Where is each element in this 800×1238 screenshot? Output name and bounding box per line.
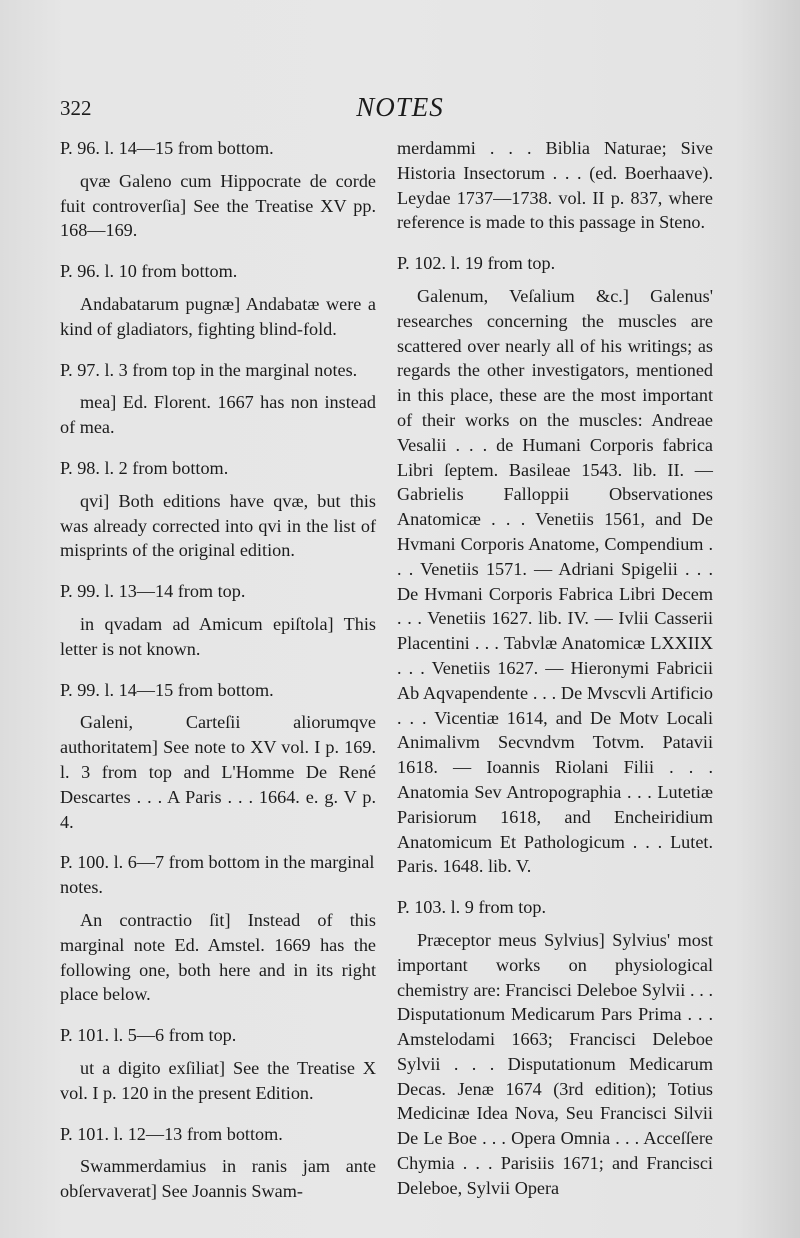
note-reference: P. 97. l. 3 from top in the marginal notes.	[60, 359, 358, 380]
note-entry	[60, 1023, 376, 1105]
note-text: qvi] Both editions have qvæ, but this was already corrected into qvi in the list of misprints of the original edition.	[60, 490, 376, 561]
note-reference: P. 100. l. 6—7 from bottom in the marginal notes.	[60, 852, 375, 898]
note-entry	[60, 850, 376, 1007]
note-reference: P. 101. l. 5—6 from top.	[60, 1025, 237, 1046]
note-text: Swammerdamius in ranis jam ante obſervaverat] See Joannis Swam-	[60, 1156, 376, 1202]
note-text: An contractio ſit] Instead of this marginal note Ed. Amstel. 1669 has the following one, both here and in its right place below.	[60, 909, 376, 1005]
note-reference: P. 98. l. 2 from bottom.	[60, 457, 229, 478]
note-reference: P. 96. l. 14—15 from bottom.	[60, 138, 274, 158]
note-entry	[60, 259, 376, 341]
note-entry	[60, 136, 376, 243]
note-entry	[60, 678, 376, 835]
note-entry	[60, 358, 376, 440]
note-entry	[397, 251, 713, 879]
note-reference: P. 96. l. 10 from bottom.	[60, 261, 238, 282]
note-text: merdammi . . . Biblia Naturae; Sive Historia Insectorum . . . (ed. Boerhaave). Leydae 1737—1738. vol. II p. 837, where reference is made to this passage in Steno.	[397, 138, 713, 233]
note-reference: P. 103. l. 9 from top.	[397, 897, 547, 918]
note-reference: P. 99. l. 14—15 from bottom.	[60, 679, 274, 700]
note-text: qvæ Galeno cum Hippocrate de corde fuit controverſia] See the Treatise XV pp. 168—169.	[60, 170, 376, 241]
note-reference: P. 99. l. 13—14 from top.	[60, 581, 246, 602]
note-entry	[60, 579, 376, 661]
note-text: mea] Ed. Florent. 1667 has non instead of mea.	[60, 392, 376, 438]
page-number: 322	[60, 96, 92, 120]
note-entry	[60, 1122, 376, 1204]
right-column	[397, 136, 713, 1217]
note-entry-continued	[397, 136, 713, 235]
note-text: Galeni, Carteſii aliorumqve authoritatem] See note to XV vol. I p. 169. l. 3 from top and L'Homme De René Descartes . . . A Paris . . . 1664. e. g. V p. 4.	[60, 712, 376, 832]
note-text: ut a digito exſiliat] See the Treatise X vol. I p. 120 in the present Edition.	[60, 1057, 376, 1103]
note-text: Præceptor meus Sylvius] Sylvius' most important works on physiological chemistry are: Francisci Deleboe Sylvii . . . Disputationum Medicarum Pars Prima . . . Amstelodami 1663; Francisci Deleboe Sylvii . . . Disputationum Medicarum Decas. Jenæ 1674 (3rd edition); Totius Medicinæ Idea Nova, Seu Francisci Silvii De Le Boe . . . Opera Omnia . . . Acceſſere Chymia . . . Parisiis 1671; and Francisci Deleboe, Sylvii Opera	[397, 929, 713, 1198]
note-text: Andabatarum pugnæ] Andabatæ were a kind of gladiators, fighting blind-fold.	[60, 293, 376, 339]
note-text: Galenum, Veſalium &c.] Galenus' researches concerning the muscles are scattered over nearly all of his writings; as regards the other investigators, mentioned in this place, these are the most important of their works on the muscles: Andreae Vesalii . . . de Humani Corporis fabrica Libri ſeptem. Basileae 1543. lib. II. — Gabrielis Falloppii Observationes Anatomicæ . . . Venetiis 1561, and De Hvmani Corporis Anatome, Compendium . . . Venetiis 1571. — Adriani Spigelii . . . De Hvmani Corporis Fabrica Libri Decem . . . Venetiis 1627. lib. IV. — Ivlii Casserii Placentini . . . Tabvlæ Anatomicæ LXXIIX . . . Venetiis 1627. — Hieronymi Fabricii Ab Aqvapendente . . . De Mvscvli Artificio . . . Vicentiæ 1614, and De Motv Locali Animalivm Secvndvm Totvm. Patavii 1618. — Ioannis Riolani Filii . . . Anatomia Sev Antropographia . . . Lutetiæ Parisiorum 1618, and Encheiridium Anatomicum Et Pathologicum . . . Lutet. Paris. 1648. lib. V.	[397, 285, 713, 877]
running-head: NOTES	[356, 92, 444, 122]
note-reference: P. 102. l. 19 from top.	[397, 253, 556, 274]
note-text: in qvadam ad Amicum epiſtola] This letter is not known.	[60, 613, 376, 659]
note-entry	[397, 895, 713, 1201]
note-reference: P. 101. l. 12—13 from bottom.	[60, 1123, 283, 1144]
left-column	[60, 136, 376, 1220]
note-entry	[60, 456, 376, 563]
